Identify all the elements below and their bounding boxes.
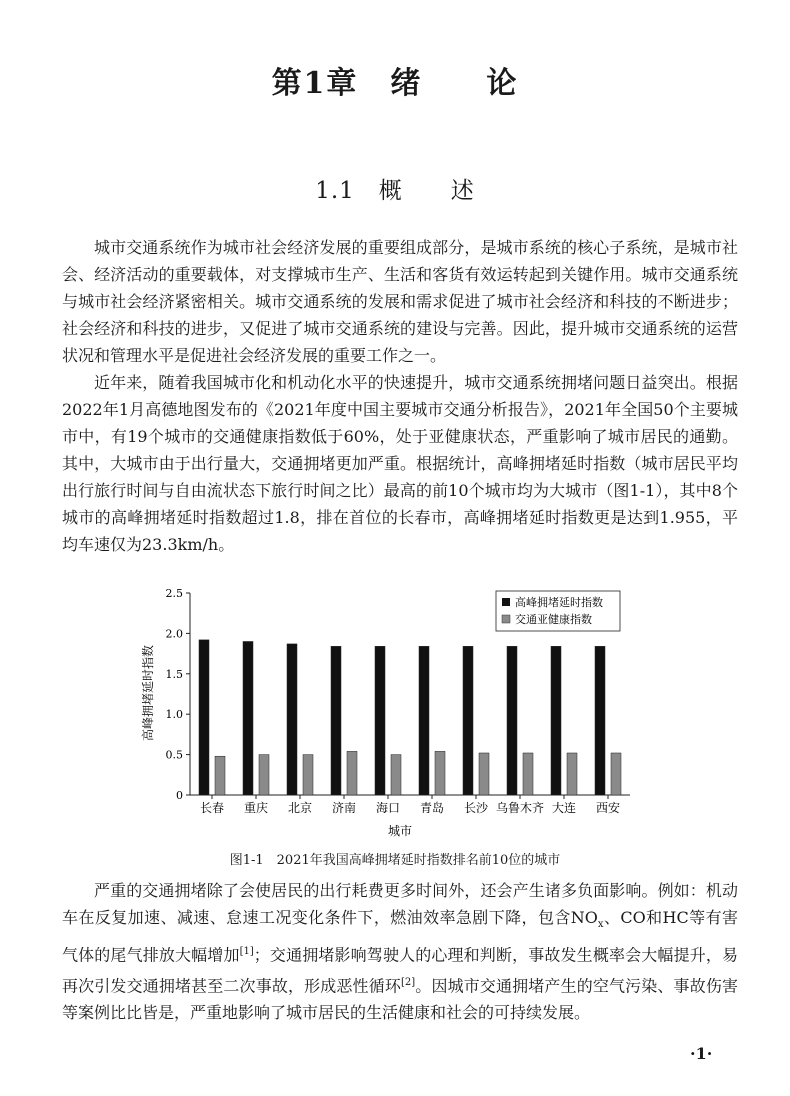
chart-legend [496,591,620,631]
citation-2[interactable]: [2] [400,976,416,988]
bar-delay-6 [463,646,473,795]
legend-swatch-1 [502,615,510,623]
bar-subhealth-5 [435,751,445,795]
y-tick-label: 0 [176,789,183,802]
legend-label-0: 高峰拥堵延时指数 [515,596,603,609]
figure-caption: 图1-1 2021年我国高峰拥堵延时指数排名前10位的城市 [229,853,561,868]
x-tick-label: 青岛 [419,801,445,815]
p3-part-c: ；交通拥堵影响驾驶人的心理和判断，事故发生概率会大幅提升，易再次引发交通拥堵甚至二次事故，形成恶性循环 [62,945,738,995]
p3-part-d: 。因城市交通拥堵产生的空气污染、事故伤害等案例比比皆是，严重地影响了城市居民的生活健康和社会的可持续发展。 [62,975,738,1022]
y-tick-label: 2.0 [165,627,183,641]
x-tick-label: 北京 [287,801,313,815]
legend-label-1: 交通亚健康指数 [515,613,592,626]
x-tick-label: 西安 [595,801,621,815]
x-tick-label: 大连 [551,801,577,815]
bar-subhealth-2 [303,755,313,795]
chapter-title: 第1章 绪 论 [271,66,519,101]
bar-delay-8 [551,646,561,795]
page-number: ·1· [690,1044,713,1063]
figure-1-1 [130,583,650,843]
bar-delay-3 [331,646,341,795]
bar-chart [130,583,650,843]
bar-subhealth-3 [347,751,357,795]
bar-delay-7 [507,646,517,795]
x-tick-label: 乌鲁木齐 [495,801,545,815]
chart-bars [199,640,621,795]
y-axis-label: 高峰拥堵延时指数 [141,644,155,742]
bar-subhealth-9 [611,753,621,795]
bar-subhealth-1 [259,755,269,795]
bar-delay-5 [419,646,429,795]
x-tick-label: 济南 [331,801,357,815]
bar-subhealth-4 [391,755,401,795]
bar-delay-9 [595,646,605,795]
p3-part-b: 、CO和HC等有害气体的尾气排放大幅增加 [62,908,738,965]
bar-subhealth-8 [567,753,577,795]
y-tick-label: 1.5 [165,667,183,681]
bar-delay-0 [199,640,209,795]
x-tick-label: 海口 [375,801,401,815]
x-tick-label: 长春 [199,801,225,815]
section-title: 1.1 概 述 [315,178,475,204]
p3-part-a: 严重的交通拥堵除了会使居民的出行耗费更多时间外，还会产生诸多负面影响。例如：机动车在反复加速、减速、怠速工况变化条件下，燃油效率急剧下降，包含NO [62,881,738,927]
paragraph-intro: 城市交通系统作为城市社会经济发展的重要组成部分，是城市系统的核心子系统，是城市社会、经济活动的重要载体，对支撑城市生产、生活和客货有效运转起到关键作用。城市交通系统与城市社会经济紧密相关。城市交通系统的发展和需求促进了城市社会经济和科技的不断进步；社会经济和科技的进步，又促进了城市交通系统的建设与完善。因此，提升城市交通系统的运营状况和管理水平是促进社会经济发展的重要工作之一。 [62,238,738,365]
bar-delay-4 [375,646,385,795]
bar-delay-2 [287,644,297,795]
paragraph-impacts [62,877,738,1026]
y-tick-label: 2.5 [165,587,183,600]
y-tick-label: 0.5 [165,748,183,762]
bar-delay-1 [243,641,253,795]
x-tick-label: 重庆 [243,801,269,815]
legend-swatch-0 [502,598,510,606]
y-tick-label: 1.0 [165,708,183,722]
p3-subscript: x [597,919,604,931]
citation-1[interactable]: [1] [239,946,254,958]
bar-subhealth-6 [479,753,489,795]
x-tick-label: 长沙 [463,801,489,815]
bar-subhealth-0 [215,756,225,795]
x-axis-label: 城市 [387,824,413,838]
bar-subhealth-7 [523,753,533,795]
paragraph-congestion: 近年来，随着我国城市化和机动化水平的快速提升，城市交通系统拥堵问题日益突出。根据2022年1月高德地图发布的《2021年度中国主要城市交通分析报告》，2021年全国50个主要城市中，有19个城市的交通健康指数低于60%，处于亚健康状态，严重影响了城市居民的通勤。其中，大城市由于出行量大，交通拥堵更加严重。根据统计，高峰拥堵延时指数（城市居民平均出行旅行时间与自由流状态下旅行时间之比）最高的前10个城市均为大城市（图1-1），其中8个城市的高峰拥堵延时指数超过1.8，排在首位的长春市，高峰拥堵延时指数更是达到1.955，平均车速仅为23.3km/h。 [62,373,738,554]
